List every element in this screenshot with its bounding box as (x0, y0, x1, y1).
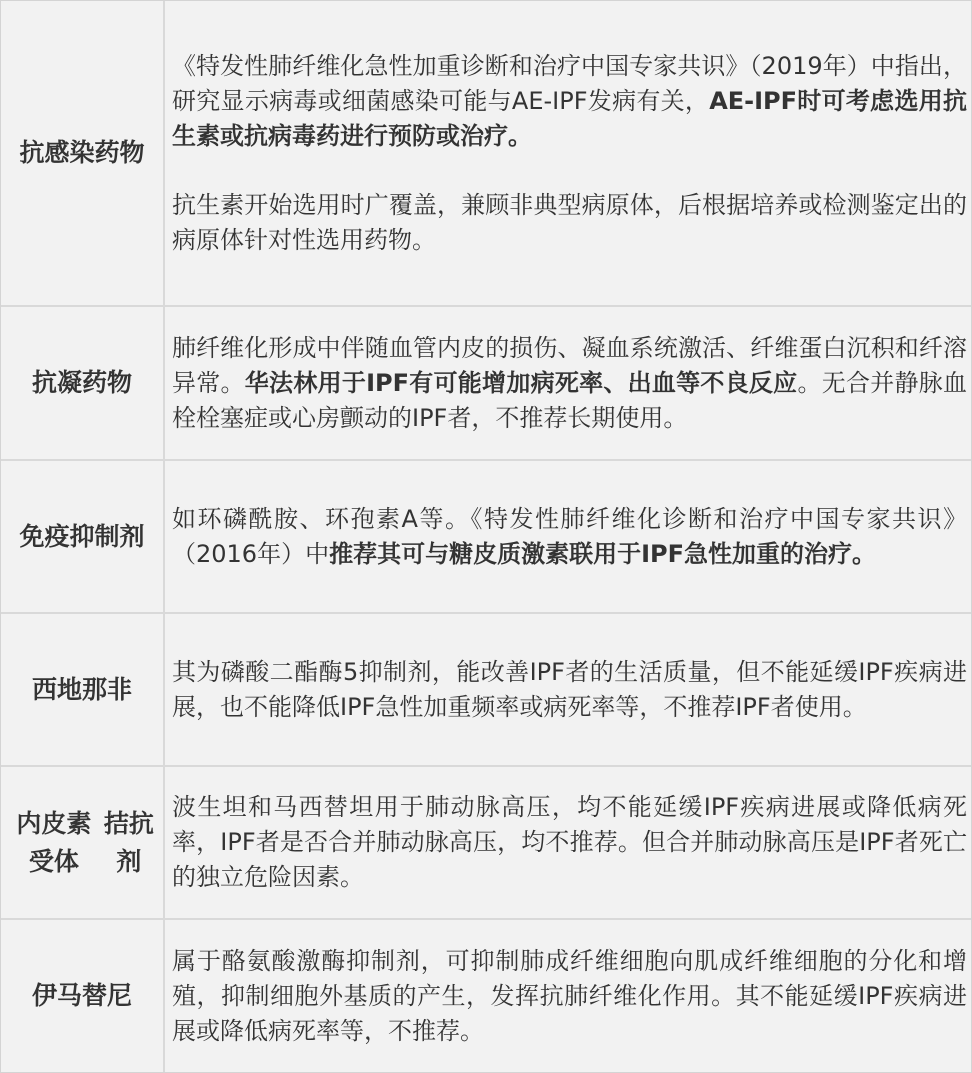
drug-name-line: 内皮素受体 (16, 808, 92, 876)
description-paragraph: 属于酪氨酸激酶抑制剂，可抑制肺成纤维细胞向肌成纤维细胞的分化和增殖，抑制细胞外基质的产生，发挥抗肺纤维化作用。其不能延缓IPF疾病进展或降低病死率等，不推荐。 (172, 946, 967, 1045)
table-row (1, 920, 971, 1072)
drug-description (165, 307, 971, 459)
emphasis-text: 华法林用于IPF有可能增加病死率、出血等不良反应 (244, 368, 798, 397)
table-row (1, 1, 971, 307)
emphasis-text: 推荐其可与糖皮质激素联用于IPF急性加重的治疗。 (329, 539, 876, 568)
drug-description (165, 461, 971, 612)
description-paragraph: 抗生素开始选用时广覆盖，兼顾非典型病原体，后根据培养或检测鉴定出的病原体针对性选用药物。 (172, 190, 967, 254)
drug-description (165, 614, 971, 765)
drug-description (165, 1, 971, 305)
table-row (1, 461, 971, 614)
drug-name: 抗感染药物 (1, 1, 165, 305)
drug-description (165, 920, 971, 1072)
description-paragraph: 如环磷酰胺、环孢素A等。《特发性肺纤维化诊断和治疗中国专家共识》（2016年）中推荐其可与糖皮质激素联用于IPF急性加重的治疗。 (172, 504, 967, 568)
table-row (1, 307, 971, 461)
description-paragraph: 波生坦和马西替坦用于肺动脉高压，均不能延缓IPF疾病进展或降低病死率，IPF者是否合并肺动脉高压，均不推荐。但合并肺动脉高压是IPF者死亡的独立危险因素。 (172, 793, 967, 891)
description-paragraph: 肺纤维化形成中伴随血管内皮的损伤、凝血系统激活、纤维蛋白沉积和纤溶异常。华法林用于IPF有可能增加病死率、出血等不良反应。无合并静脉血栓栓塞症或心房颤动的IPF者，不推荐长期使用。 (172, 333, 968, 432)
description-paragraph: 《特发性肺纤维化急性加重诊断和治疗中国专家共识》（2019年）中指出，研究显示病毒或细菌感染可能与AE-IPF发病有关，AE-IPF时可考虑选用抗生素或抗病毒药进行预防或治疗。 (172, 51, 967, 150)
drug-name: 抗凝药物 (1, 307, 165, 459)
drug-name: 免疫抑制剂 (1, 461, 165, 612)
drug-description (165, 767, 971, 918)
description-paragraph: 其为磷酸二酯酶5抑制剂，能改善IPF者的生活质量，但不能延缓IPF疾病进展，也不能降低IPF急性加重频率或病死率等，不推荐IPF者使用。 (172, 657, 967, 721)
table-row (1, 614, 971, 767)
emphasis-text: AE-IPF时可考虑选用抗生素或抗病毒药进行预防或治疗。 (172, 86, 967, 150)
drug-name-line: 拮抗剂 (103, 808, 154, 876)
drug-name: 伊马替尼 (1, 920, 165, 1072)
drug-name: 西地那非 (1, 614, 165, 765)
table-row (1, 767, 971, 920)
drug-name (1, 767, 165, 918)
